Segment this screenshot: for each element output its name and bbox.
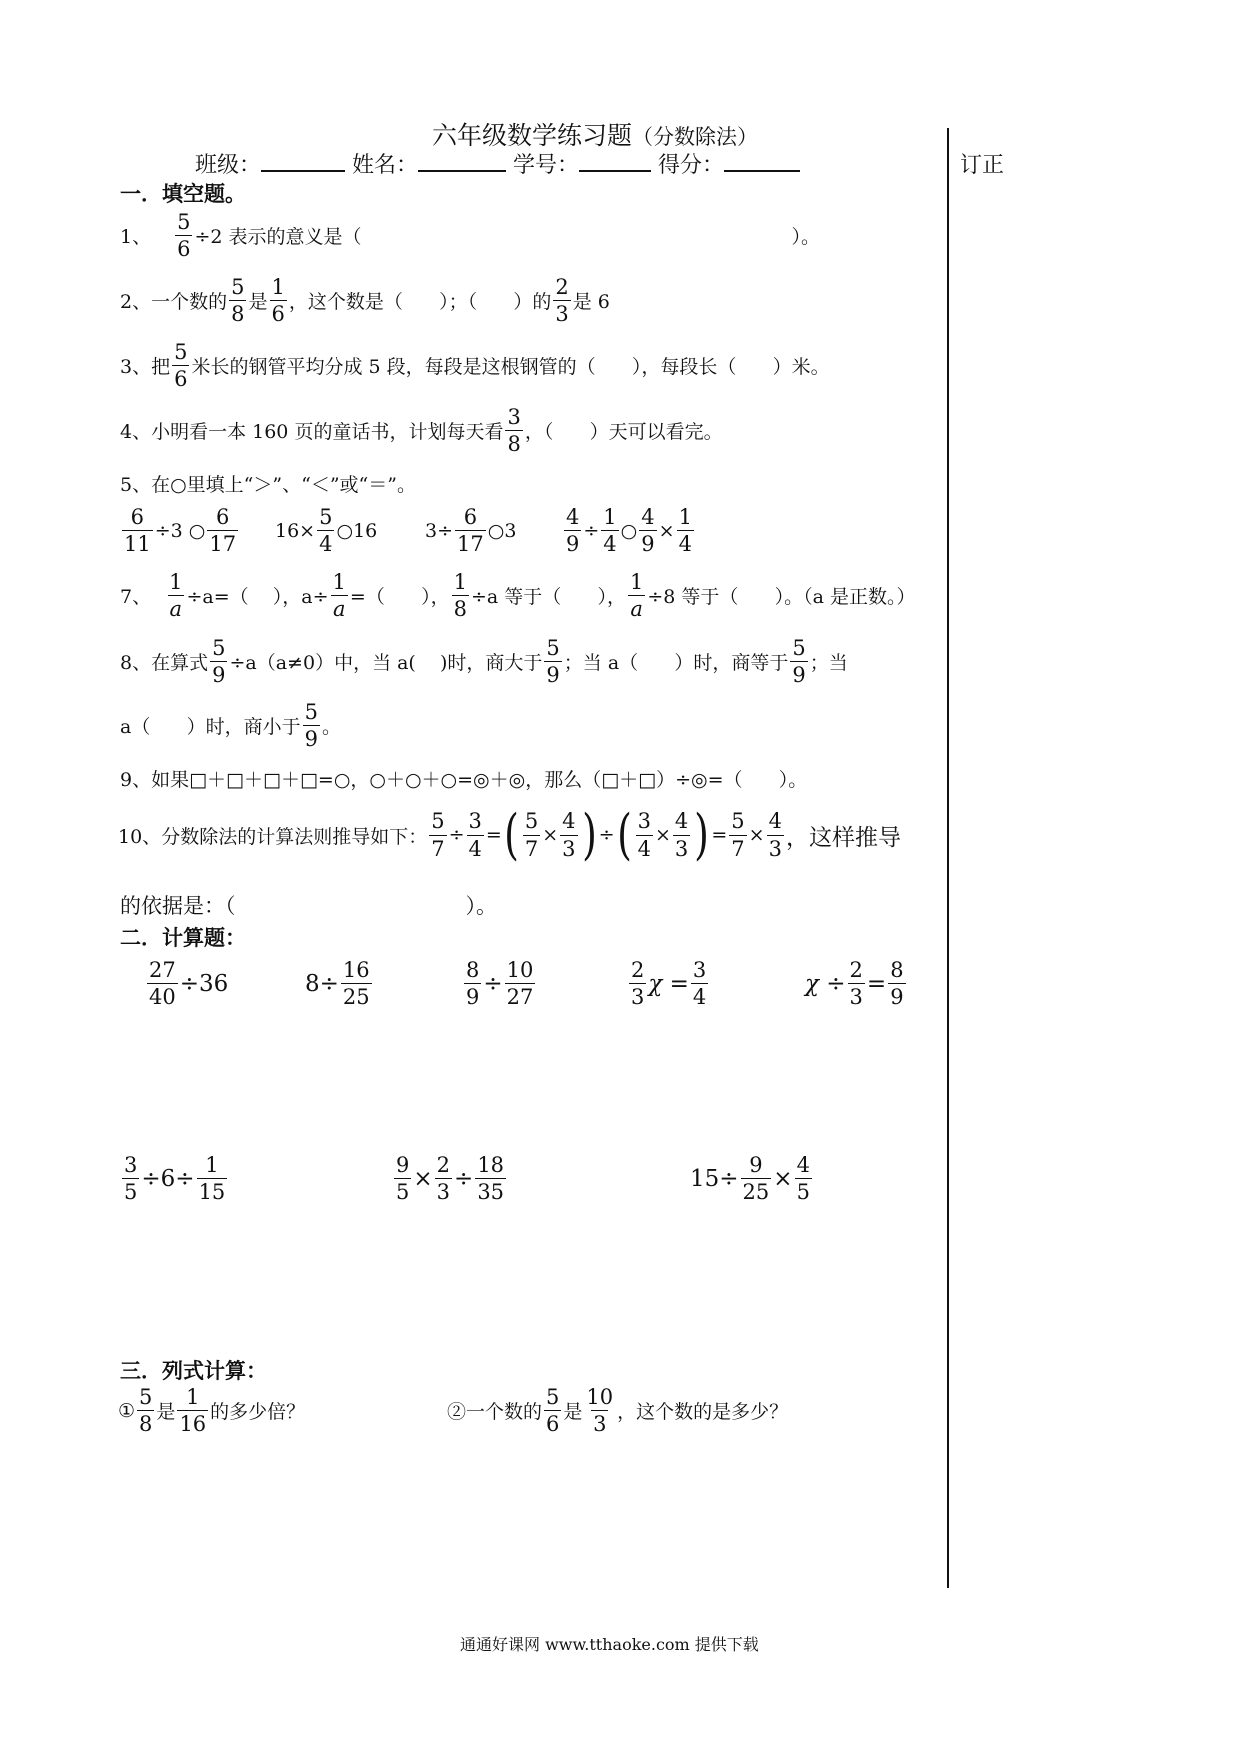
q10-frac-7 (729, 809, 746, 860)
problem-1 (118, 1385, 305, 1436)
numerator: 4 (566, 505, 580, 529)
calc-6 (120, 1153, 229, 1204)
numerator: 8 (890, 958, 904, 982)
footer-text: 通通好课网 www.tthaoke.com 提供下载 (460, 1635, 759, 1654)
class-label: 班级： (195, 153, 262, 178)
numerator: 27 (149, 958, 176, 982)
question-text: 8÷ (305, 970, 339, 997)
numerator: 3 (637, 809, 651, 834)
question-2 (120, 275, 610, 326)
name-blank[interactable] (418, 150, 506, 172)
numerator: 3 (124, 1153, 138, 1177)
q10-frac-1 (429, 809, 446, 860)
q3-fraction (172, 340, 189, 391)
c4-frac-2 (691, 958, 708, 1009)
denominator: 3 (674, 836, 689, 861)
c6-frac-2 (197, 1153, 228, 1204)
question-text: = (866, 970, 887, 997)
question-text: ，这个数的是多少？ (617, 1401, 789, 1424)
numerator: 3 (692, 958, 707, 982)
c2-frac (341, 958, 372, 1009)
numerator: 8 (466, 958, 480, 982)
numerator: 1 (271, 275, 285, 299)
numerator: 5 (231, 275, 245, 299)
denominator: 8 (139, 1412, 153, 1437)
question-text: 小明看一本 160 页的童话书，计划每天看 (151, 421, 504, 444)
number-blank[interactable] (579, 150, 651, 172)
score-label: 得分： (658, 153, 725, 178)
question-text: ÷ (583, 519, 600, 542)
numerator: 1 (678, 505, 692, 529)
numerator: 6 (130, 505, 145, 529)
question-text: 10、 (118, 825, 162, 848)
question-text: 是 6 (572, 291, 610, 314)
q8-frac-1 (210, 636, 227, 687)
question-text: ，这个数是（ ）；（ ）的 (288, 291, 552, 314)
question-text: 分数除法的计算法则推导如下： (161, 825, 428, 848)
p1-frac-2 (177, 1385, 208, 1436)
denominator: 9 (304, 727, 318, 752)
denominator: 3 (768, 836, 782, 861)
numerator: 5 (792, 636, 806, 660)
denominator: 6 (177, 237, 191, 262)
numerator: 16 (342, 958, 370, 982)
denominator: 9 (466, 985, 480, 1010)
denominator: a (630, 597, 643, 622)
numerator: 10 (506, 958, 534, 982)
numerator: 5 (431, 809, 445, 834)
q5a-frac-1 (122, 505, 153, 556)
denominator: 4 (678, 532, 692, 557)
c3-frac-2 (505, 958, 536, 1009)
question-text: ( (503, 803, 519, 866)
q10-frac-8 (767, 809, 784, 860)
question-text: ① (118, 1399, 136, 1422)
question-text: ÷8 等于（ ）。（a 是正数。） (647, 586, 916, 609)
numerator: 6 (463, 505, 478, 529)
denominator: 3 (849, 985, 863, 1010)
page-title (432, 116, 758, 152)
q5-item-b (275, 505, 377, 556)
denominator: 3 (436, 1180, 451, 1205)
c5-frac-2 (888, 958, 905, 1009)
q2-fraction-3 (553, 275, 570, 326)
numerator: 3 (468, 809, 482, 834)
q5-item-d (562, 505, 696, 556)
question-text: 是 (563, 1401, 583, 1424)
q5d-frac-2 (601, 505, 618, 556)
numerator: 5 (546, 636, 560, 660)
denominator: 6 (174, 367, 188, 392)
denominator: 9 (641, 532, 655, 557)
c3-frac-1 (464, 958, 481, 1009)
numerator: 1 (169, 570, 183, 594)
question-text: ②一个数的 (447, 1401, 543, 1424)
question-5 (120, 470, 416, 497)
numerator: 4 (641, 505, 655, 529)
numerator: 10 (586, 1385, 614, 1409)
calc-3 (462, 958, 537, 1009)
q8-frac-3 (790, 636, 807, 687)
section1-title: 一．填空题。 (120, 181, 246, 206)
question-text: 的依据是：（ (120, 894, 236, 918)
problem-2 (447, 1385, 788, 1436)
numerator: 18 (477, 1153, 505, 1177)
numerator: 9 (396, 1153, 410, 1177)
question-10 (118, 803, 901, 866)
denominator: 17 (209, 532, 237, 557)
q10-frac-2 (467, 809, 484, 860)
numerator: 1 (205, 1153, 219, 1177)
denominator: 25 (342, 985, 370, 1010)
q5b-frac (317, 505, 334, 556)
numerator: 5 (524, 809, 539, 834)
denominator: 3 (631, 985, 645, 1010)
question-text: × (413, 1165, 433, 1192)
question-text: 16× (275, 519, 316, 542)
student-info-line (195, 148, 800, 179)
question-text: 2、 (120, 291, 152, 314)
question-text: 。 (321, 716, 341, 739)
question-7 (120, 570, 916, 621)
question-text: χ ÷ (805, 970, 846, 997)
numerator: 6 (216, 505, 230, 529)
q7-frac-3 (452, 570, 469, 621)
numerator: 2 (436, 1153, 451, 1177)
q2-fraction-2 (270, 275, 287, 326)
calc-8 (690, 1153, 814, 1204)
numerator: 9 (749, 1153, 763, 1177)
q2-fraction-1 (229, 275, 246, 326)
denominator: 5 (396, 1180, 410, 1205)
q1-fraction (175, 210, 192, 261)
question-text: × (655, 824, 671, 846)
denominator: 4 (468, 836, 482, 861)
question-text: a（ ）时，商小于 (120, 716, 301, 739)
number-label: 学号： (513, 153, 580, 178)
question-9 (120, 765, 807, 792)
question-text: 9、 (120, 769, 152, 791)
question-text: × (542, 824, 559, 846)
question-text: χ = (648, 970, 689, 997)
numerator: 5 (304, 700, 318, 724)
numerator: 4 (674, 809, 689, 834)
question-text: 3÷ (425, 519, 454, 542)
question-text: ÷a 等于（ ）， (470, 586, 626, 609)
question-text: ÷ (598, 824, 615, 846)
numerator: 5 (139, 1385, 153, 1409)
question-text: ÷3 ○ (154, 519, 206, 542)
q5-item-a (120, 505, 240, 556)
q1-text: ÷2 表示的意义是（ (194, 226, 362, 249)
c7-frac-2 (435, 1153, 452, 1204)
question-text: = (711, 824, 728, 846)
denominator: 16 (179, 1412, 207, 1437)
denominator: 4 (603, 532, 617, 557)
calc-7 (392, 1153, 508, 1204)
q5-item-c (425, 505, 516, 556)
c6-frac-1 (122, 1153, 139, 1204)
numerator: 1 (453, 570, 467, 594)
denominator: 4 (692, 985, 707, 1010)
q5a-frac-2 (207, 505, 238, 556)
denominator: 25 (742, 1180, 770, 1205)
numerator: 5 (177, 210, 191, 234)
q7-frac-2 (331, 570, 348, 621)
question-3 (120, 340, 830, 391)
denominator: 5 (796, 1180, 810, 1205)
denominator: 17 (457, 532, 484, 557)
p1-frac-1 (137, 1385, 154, 1436)
question-text: 4、 (120, 421, 152, 444)
q1-num: 1、 (120, 226, 152, 249)
denominator: 8 (507, 432, 521, 457)
question-text: × (658, 519, 675, 542)
denominator: 3 (562, 836, 576, 861)
c1-frac (147, 958, 178, 1009)
q7-frac-1 (167, 570, 184, 621)
denominator: 3 (555, 302, 569, 327)
numerator: 5 (546, 1385, 560, 1409)
numerator: 4 (768, 809, 782, 834)
question-text: 8、 (120, 652, 152, 675)
question-10-cont (120, 890, 497, 920)
numerator: 5 (731, 809, 745, 834)
q5d-frac-4 (677, 505, 694, 556)
q10-frac-4 (560, 809, 577, 860)
denominator: 4 (637, 836, 651, 861)
question-text: ○ (620, 519, 638, 542)
question-text: ；当 a（ ）时，商等于 (563, 652, 789, 675)
question-text: 5、 (120, 474, 152, 496)
section3-title: 三．列式计算： (120, 1358, 267, 1383)
question-text: ，这样推导 (785, 824, 901, 851)
question-8-cont (120, 700, 341, 751)
score-blank[interactable] (724, 150, 800, 172)
question-text: ○16 (336, 519, 378, 542)
c7-frac-1 (394, 1153, 411, 1204)
question-text: 是 (156, 1401, 176, 1424)
calc-5 (805, 958, 908, 1009)
q8-frac-4 (303, 700, 320, 751)
numerator: 5 (319, 505, 333, 529)
correction-divider (947, 128, 949, 1588)
denominator: 4 (319, 532, 333, 557)
numerator: 2 (631, 958, 645, 982)
question-text: ÷ (454, 1165, 474, 1192)
question-4 (120, 405, 723, 456)
question-text: 的多少倍？ (210, 1401, 306, 1424)
q8-frac-2 (544, 636, 561, 687)
question-text: ) (694, 803, 710, 866)
denominator: 9 (792, 663, 806, 688)
denominator: 15 (198, 1180, 226, 1205)
q5d-frac-1 (564, 505, 581, 556)
title-sub: （分数除法） (632, 125, 759, 149)
question-text: ÷36 (179, 970, 229, 997)
numerator: 1 (630, 570, 644, 594)
denominator: 9 (212, 663, 226, 688)
denominator: 7 (431, 836, 445, 861)
denominator: 11 (124, 532, 151, 557)
question-text: ( (616, 803, 632, 866)
question-text: × (748, 824, 765, 846)
question-text: 3、 (120, 356, 152, 379)
numerator: 2 (849, 958, 863, 982)
question-text: ；当 (809, 652, 848, 675)
question-text: ÷6÷ (141, 1165, 195, 1192)
question-text: ，（ ）天可以看完。 (524, 421, 723, 444)
numerator: 4 (562, 809, 576, 834)
denominator: 9 (566, 532, 580, 557)
question-text: ÷ (483, 970, 503, 997)
calc-1 (145, 958, 228, 1009)
question-8 (120, 636, 848, 687)
q7-frac-4 (628, 570, 645, 621)
question-text: ○3 (487, 519, 517, 542)
question-text: 在算式 (151, 652, 209, 675)
correction-label: 订正 (960, 153, 1005, 178)
numerator: 3 (507, 405, 521, 429)
name-label: 姓名： (352, 153, 419, 178)
numerator: 5 (174, 340, 188, 364)
denominator: 6 (271, 302, 285, 327)
q10-frac-6 (673, 809, 690, 860)
numerator: 1 (603, 505, 617, 529)
denominator: 35 (477, 1180, 505, 1205)
question-text: 一个数的 (151, 291, 228, 314)
denominator: 3 (593, 1412, 607, 1437)
denominator: 8 (453, 597, 467, 622)
question-text: × (773, 1165, 793, 1192)
calc-2 (305, 958, 374, 1009)
question-text: 米长的钢管平均分成 5 段，每段是这根钢管的（ ），每段长（ ）米。 (191, 356, 830, 379)
class-blank[interactable] (261, 150, 345, 172)
q1-end: ）。 (791, 226, 821, 249)
numerator: 5 (212, 636, 226, 660)
q5d-frac-3 (639, 505, 656, 556)
q10-frac-3 (523, 809, 540, 860)
question-text: ）。 (465, 894, 497, 918)
question-text: 15÷ (690, 1165, 739, 1192)
p2-frac-1 (544, 1385, 561, 1436)
denominator: 27 (506, 985, 534, 1010)
denominator: 9 (546, 663, 560, 688)
denominator: 7 (731, 836, 745, 861)
question-text: ÷ (448, 824, 465, 846)
section2-title: 二．计算题： (120, 925, 246, 950)
question-text: 在○里填上“＞”、“＜”或“＝”。 (151, 474, 416, 496)
question-text: ) (581, 803, 597, 866)
question-1 (120, 210, 820, 261)
numerator: 2 (555, 275, 569, 299)
question-text: ÷a（a≠0）中，当 a( )时，商大于 (229, 652, 543, 675)
c5-frac-1 (848, 958, 865, 1009)
c8-frac-2 (795, 1153, 812, 1204)
numerator: 4 (796, 1153, 810, 1177)
numerator: 1 (186, 1385, 200, 1409)
question-text: 是 (248, 291, 268, 314)
title-main: 六年级数学练习题 (432, 121, 633, 150)
denominator: a (332, 597, 346, 622)
question-text: = (485, 824, 502, 846)
denominator: 7 (524, 836, 539, 861)
calc-4 (627, 958, 710, 1009)
c4-frac-1 (629, 958, 646, 1009)
denominator: 6 (546, 1412, 560, 1437)
question-text: ÷a=（ ），a÷ (186, 586, 329, 609)
numerator: 1 (332, 570, 346, 594)
c7-frac-3 (475, 1153, 506, 1204)
q4-fraction (505, 405, 522, 456)
denominator: 8 (231, 302, 245, 327)
question-text: 把 (151, 356, 171, 379)
question-text: 如果□＋□＋□＋□=○，○＋○＋○=◎＋◎，那么（□＋□）÷◎=（ ）。 (151, 769, 808, 791)
denominator: 5 (124, 1180, 138, 1205)
p2-frac-2 (584, 1385, 615, 1436)
denominator: 9 (890, 985, 904, 1010)
q5c-frac (455, 505, 486, 556)
question-text: 7、 (120, 586, 152, 609)
c8-frac-1 (741, 1153, 772, 1204)
q10-frac-5 (636, 809, 653, 860)
denominator: 40 (149, 985, 176, 1010)
denominator: a (169, 597, 183, 622)
question-text: =（ ）， (349, 586, 450, 609)
